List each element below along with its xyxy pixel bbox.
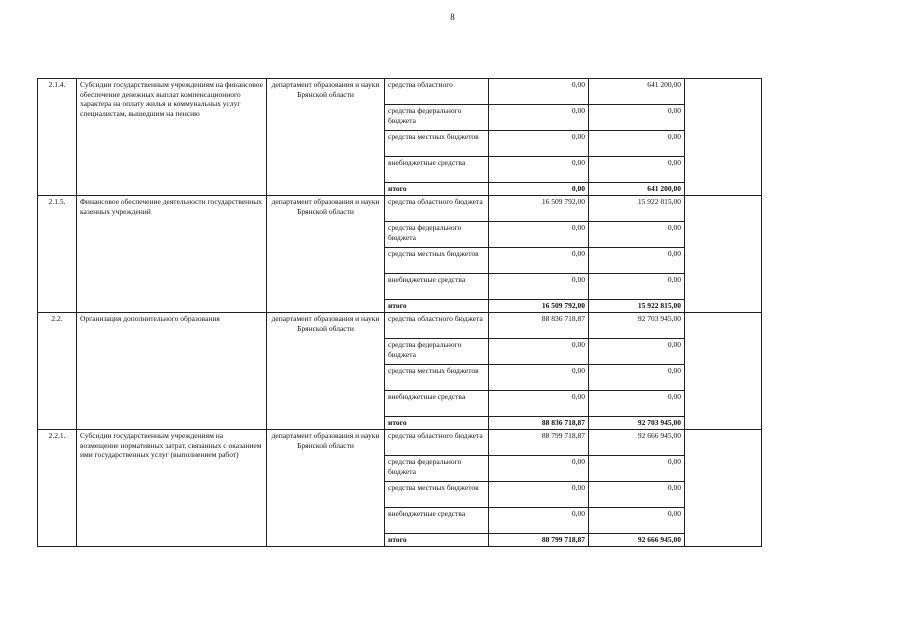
funding-source: внебюджетные средства xyxy=(385,157,489,183)
value-cell: 0,00 xyxy=(489,391,589,417)
section-executor: департамент образования и науки Брянской области xyxy=(267,313,385,430)
empty-cell xyxy=(685,430,762,547)
funding-source: средства федерального бюджета xyxy=(385,222,489,248)
funding-source: средства федерального бюджета xyxy=(385,456,489,482)
value-cell: 0,00 xyxy=(489,131,589,157)
value-cell: 0,00 xyxy=(489,482,589,508)
section-name: Субсидии государственным учреждениям на финансовое обеспечение денежных выплат компенсационного характера на оплату жилья и коммунальных услуг специалистам, вышедшим на пенсию xyxy=(77,79,267,196)
value-cell: 0,00 xyxy=(489,274,589,300)
value-cell: 0,00 xyxy=(589,248,685,274)
table-row xyxy=(38,196,762,222)
budget-table xyxy=(37,78,762,547)
funding-source: средства местных бюджетов xyxy=(385,482,489,508)
value-cell: 92 666 945,00 xyxy=(589,430,685,456)
value-cell-total: 92 666 945,00 xyxy=(589,534,685,547)
value-cell: 0,00 xyxy=(589,105,685,131)
funding-source: внебюджетные средства xyxy=(385,508,489,534)
value-cell: 92 703 945,00 xyxy=(589,313,685,339)
value-cell: 0,00 xyxy=(589,222,685,248)
value-cell: 16 509 792,00 xyxy=(489,196,589,222)
empty-cell xyxy=(685,196,762,313)
value-cell: 0,00 xyxy=(589,456,685,482)
funding-source-total: итого xyxy=(385,183,489,196)
funding-source: средства местных бюджетов xyxy=(385,248,489,274)
section-executor: департамент образования и науки Брянской области xyxy=(267,79,385,196)
value-cell: 0,00 xyxy=(489,222,589,248)
table-row xyxy=(38,430,762,456)
section-name: Субсидии государственным учреждениям на возмещение нормативных затрат, связанных с оказанием ими государственных услуг (выполнением работ) xyxy=(77,430,267,547)
value-cell: 0,00 xyxy=(489,508,589,534)
value-cell: 0,00 xyxy=(589,131,685,157)
funding-source-total: итого xyxy=(385,300,489,313)
value-cell-total: 88 836 718,87 xyxy=(489,417,589,430)
value-cell: 641 200,00 xyxy=(589,79,685,105)
value-cell: 0,00 xyxy=(489,456,589,482)
section-number: 2.1.5. xyxy=(38,196,77,313)
funding-source: средства местных бюджетов xyxy=(385,365,489,391)
funding-source: внебюджетные средства xyxy=(385,274,489,300)
value-cell-total: 15 922 815,00 xyxy=(589,300,685,313)
section-name: Финансовое обеспечение деятельности государственных казенных учреждений xyxy=(77,196,267,313)
value-cell: 0,00 xyxy=(589,508,685,534)
funding-source-total: итого xyxy=(385,534,489,547)
section-number: 2.2.1. xyxy=(38,430,77,547)
value-cell: 0,00 xyxy=(589,274,685,300)
value-cell: 0,00 xyxy=(489,339,589,365)
section-number: 2.2. xyxy=(38,313,77,430)
section-executor: департамент образования и науки Брянской области xyxy=(267,196,385,313)
funding-source: средства областного xyxy=(385,79,489,105)
page-number: 8 xyxy=(450,12,455,22)
table-row xyxy=(38,79,762,105)
funding-source-total: итого xyxy=(385,417,489,430)
funding-source: внебюджетные средства xyxy=(385,391,489,417)
funding-source: средства областного бюджета xyxy=(385,313,489,339)
value-cell: 0,00 xyxy=(589,365,685,391)
value-cell-total: 641 200,00 xyxy=(589,183,685,196)
value-cell-total: 92 703 945,00 xyxy=(589,417,685,430)
section-name: Организация дополнительного образования xyxy=(77,313,267,430)
funding-source: средства областного бюджета xyxy=(385,196,489,222)
value-cell: 0,00 xyxy=(489,157,589,183)
section-number: 2.1.4. xyxy=(38,79,77,196)
value-cell: 0,00 xyxy=(489,365,589,391)
table-row xyxy=(38,313,762,339)
value-cell: 0,00 xyxy=(489,105,589,131)
value-cell-total: 16 509 792,00 xyxy=(489,300,589,313)
value-cell-total: 88 799 718,87 xyxy=(489,534,589,547)
value-cell: 15 922 815,00 xyxy=(589,196,685,222)
funding-source: средства местных бюджетов xyxy=(385,131,489,157)
funding-source: средства федерального бюджета xyxy=(385,105,489,131)
section-executor: департамент образования и науки Брянской области xyxy=(267,430,385,547)
value-cell: 88 836 718,87 xyxy=(489,313,589,339)
funding-source: средства областного бюджета xyxy=(385,430,489,456)
value-cell: 0,00 xyxy=(589,482,685,508)
empty-cell xyxy=(685,313,762,430)
empty-cell xyxy=(685,79,762,196)
value-cell: 0,00 xyxy=(489,248,589,274)
value-cell: 0,00 xyxy=(489,79,589,105)
value-cell: 0,00 xyxy=(589,339,685,365)
funding-source: средства федерального бюджета xyxy=(385,339,489,365)
value-cell-total: 0,00 xyxy=(489,183,589,196)
value-cell: 0,00 xyxy=(589,391,685,417)
value-cell: 0,00 xyxy=(589,157,685,183)
value-cell: 88 799 718,87 xyxy=(489,430,589,456)
